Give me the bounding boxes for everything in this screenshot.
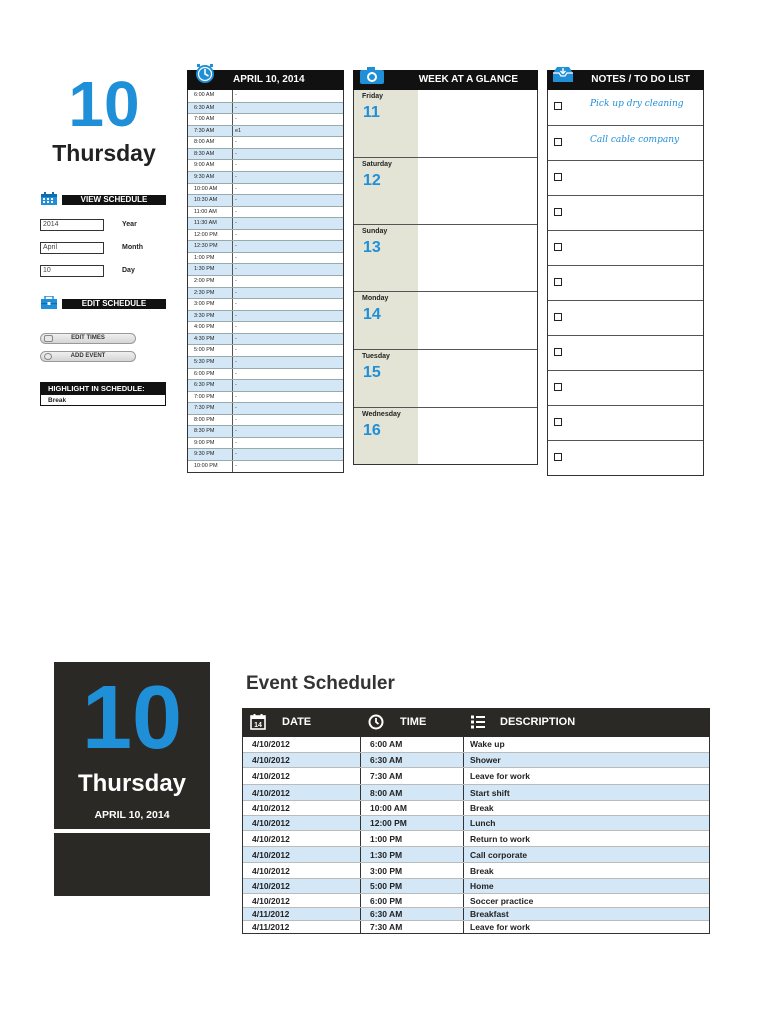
schedule-time: 2:30 PM (188, 288, 233, 299)
calendar-icon (250, 714, 266, 730)
week-day-row[interactable] (354, 407, 537, 464)
todo-item (548, 370, 703, 405)
date-column-header: DATE (282, 716, 312, 728)
todo-checkbox[interactable] (554, 243, 562, 251)
week-day-shade (354, 90, 418, 157)
schedule-row[interactable] (188, 229, 343, 241)
week-day-name: Sunday (362, 228, 388, 235)
daily-schedule-header (187, 70, 344, 90)
schedule-event[interactable]: - (235, 382, 237, 389)
view-schedule-header (40, 192, 166, 206)
notes-items (547, 90, 704, 476)
schedule-event[interactable]: - (235, 173, 237, 180)
schedule-event[interactable]: - (235, 335, 237, 342)
schedule-event[interactable]: - (235, 301, 237, 308)
list-icon (470, 714, 486, 730)
schedule-time: 9:30 PM (188, 449, 233, 460)
schedule-event[interactable]: - (235, 463, 237, 469)
event-row[interactable] (243, 815, 709, 830)
week-day-name: Wednesday (362, 411, 401, 418)
week-days (353, 90, 538, 465)
week-day-name: Saturday (362, 161, 392, 168)
schedule-event[interactable]: - (235, 312, 237, 319)
schedule-row[interactable] (188, 321, 343, 333)
notes-header (547, 70, 704, 90)
schedule-row[interactable] (188, 136, 343, 148)
date-card-footer (54, 833, 210, 896)
schedule-event[interactable]: - (235, 278, 237, 284)
week-day-row[interactable] (354, 349, 537, 407)
schedule-event[interactable]: - (235, 393, 237, 400)
event-rows (242, 737, 710, 934)
schedule-event[interactable]: - (235, 324, 237, 331)
todo-item (548, 440, 703, 475)
week-day-row[interactable] (354, 291, 537, 349)
week-header (353, 70, 538, 90)
todo-checkbox[interactable] (554, 102, 562, 110)
schedule-row[interactable] (188, 287, 343, 299)
todo-checkbox[interactable] (554, 138, 562, 146)
todo-item (548, 160, 703, 195)
week-day-name: Tuesday (362, 353, 390, 360)
schedule-event[interactable]: - (235, 289, 237, 296)
event-description: Lunch (470, 818, 496, 828)
schedule-event[interactable]: - (235, 358, 237, 365)
schedule-time: 6:00 AM (188, 90, 233, 102)
notes-todo-list (547, 70, 704, 476)
schedule-row[interactable] (188, 90, 343, 102)
date-card (54, 662, 210, 829)
schedule-event[interactable]: - (235, 150, 237, 157)
event-description: Return to work (470, 834, 530, 844)
schedule-row[interactable] (188, 402, 343, 414)
schedule-row[interactable] (188, 437, 343, 449)
schedule-event[interactable]: - (235, 416, 237, 423)
event-row[interactable] (243, 767, 709, 784)
event-row[interactable] (243, 920, 709, 933)
schedule-time: 8:30 PM (188, 426, 233, 437)
schedule-event[interactable]: - (235, 220, 237, 227)
add-event-label: ADD EVENT (70, 353, 106, 359)
event-description: Start shift (470, 788, 510, 798)
todo-item (548, 90, 703, 125)
camera-icon (359, 66, 385, 84)
week-day-row[interactable] (354, 90, 537, 157)
schedule-row[interactable] (188, 159, 343, 171)
month-field-row (40, 242, 166, 254)
week-day-number: 12 (363, 172, 381, 189)
event-date: 4/10/2012 (243, 879, 361, 893)
event-time: 10:00 AM (361, 801, 464, 815)
calendar-icon (40, 192, 58, 206)
schedule-row[interactable] (188, 391, 343, 403)
schedule-time: 6:00 PM (188, 369, 233, 380)
schedule-time: 7:00 PM (188, 392, 233, 403)
schedule-row[interactable] (188, 310, 343, 322)
schedule-row[interactable] (188, 298, 343, 310)
schedule-row[interactable] (188, 263, 343, 275)
card-day-number: 10 (81, 668, 183, 768)
week-day-name: Monday (362, 295, 389, 302)
edit-schedule-title: EDIT SCHEDULE (62, 299, 166, 309)
todo-checkbox[interactable] (554, 383, 562, 391)
event-row[interactable] (243, 846, 709, 862)
add-event-button[interactable] (40, 351, 136, 362)
schedule-time: 11:30 AM (188, 218, 233, 229)
card-date: APRIL 10, 2014 (94, 809, 170, 821)
schedule-time: 6:30 AM (188, 103, 233, 114)
schedule-row[interactable] (188, 379, 343, 391)
todo-checkbox[interactable] (554, 208, 562, 216)
event-date: 4/10/2012 (243, 831, 361, 846)
todo-text[interactable]: Call cable company (590, 135, 680, 145)
event-row[interactable] (243, 752, 709, 767)
schedule-time: 6:30 PM (188, 380, 233, 391)
week-day-number: 15 (363, 364, 381, 381)
schedule-time: 7:00 AM (188, 114, 233, 125)
schedule-time: 4:00 PM (188, 322, 233, 333)
year-field-row (40, 219, 166, 231)
schedule-time: 5:00 PM (188, 345, 233, 356)
todo-item (548, 405, 703, 440)
schedule-row[interactable] (188, 194, 343, 206)
schedule-event[interactable]: - (235, 162, 237, 169)
schedule-time: 10:00 AM (188, 184, 233, 195)
daily-schedule (187, 70, 344, 473)
inbox-icon (552, 65, 574, 83)
event-time: 6:00 PM (361, 894, 464, 907)
schedule-event[interactable]: - (235, 428, 237, 435)
event-time: 6:30 AM (361, 753, 464, 767)
schedule-row[interactable] (188, 368, 343, 380)
schedule-row[interactable] (188, 102, 343, 114)
schedule-time: 2:00 PM (188, 276, 233, 287)
schedule-row[interactable] (188, 206, 343, 218)
clock-icon (44, 353, 52, 360)
event-time: 6:30 AM (361, 908, 464, 920)
schedule-event[interactable]: - (235, 405, 237, 412)
week-day-name: Friday (362, 93, 384, 100)
schedule-row[interactable] (188, 113, 343, 125)
schedule-event[interactable]: e1 (235, 127, 242, 134)
week-title: WEEK AT A GLANCE (418, 74, 518, 85)
week-day-number: 16 (363, 422, 381, 439)
month-label: Month (122, 244, 143, 251)
event-time: 6:00 AM (361, 737, 464, 752)
schedule-time: 7:30 PM (188, 403, 233, 414)
todo-checkbox[interactable] (554, 348, 562, 356)
time-column-header: TIME (400, 716, 427, 728)
todo-checkbox[interactable] (554, 418, 562, 426)
schedule-event[interactable]: - (235, 92, 237, 98)
schedule-event[interactable]: - (235, 231, 237, 238)
schedule-row[interactable] (188, 425, 343, 437)
calendar-icon-day: 14 (254, 722, 262, 729)
todo-item (548, 300, 703, 335)
event-date: 4/10/2012 (243, 816, 361, 830)
toolbox-icon (40, 296, 58, 310)
schedule-time: 4:30 PM (188, 334, 233, 345)
month-input[interactable]: April (40, 242, 104, 254)
schedule-time: 1:00 PM (188, 253, 233, 264)
todo-checkbox[interactable] (554, 278, 562, 286)
event-description: Call corporate (470, 850, 528, 860)
event-scheduler-title: Event Scheduler (246, 673, 395, 694)
schedule-time: 10:30 AM (188, 195, 233, 206)
schedule-row[interactable] (188, 148, 343, 160)
schedule-row[interactable] (188, 344, 343, 356)
schedule-event[interactable]: - (235, 208, 237, 215)
event-date: 4/10/2012 (243, 737, 361, 752)
day-input[interactable]: 10 (40, 265, 104, 277)
todo-item (548, 125, 703, 160)
event-row[interactable] (243, 784, 709, 800)
day-label: Day (122, 267, 135, 274)
big-day-number: 10 (68, 68, 140, 140)
schedule-row[interactable] (188, 333, 343, 345)
todo-item (548, 335, 703, 370)
daily-schedule-rows (187, 90, 344, 473)
todo-checkbox[interactable] (554, 313, 562, 321)
schedule-row[interactable] (188, 448, 343, 460)
event-row[interactable] (243, 737, 709, 752)
big-day-name: Thursday (52, 140, 156, 166)
schedule-time: 7:30 AM (188, 126, 233, 137)
event-row[interactable] (243, 878, 709, 893)
highlight-value[interactable]: Break (48, 397, 67, 404)
schedule-time: 1:30 PM (188, 264, 233, 275)
card-day-name: Thursday (77, 770, 187, 797)
schedule-event[interactable]: - (235, 197, 237, 204)
schedule-time: 8:00 PM (188, 415, 233, 426)
schedule-event[interactable]: - (235, 439, 237, 446)
event-description: Home (470, 881, 494, 891)
edit-times-button[interactable] (40, 333, 136, 344)
schedule-time: 12:00 PM (188, 230, 233, 241)
event-date: 4/10/2012 (243, 894, 361, 907)
event-table (242, 708, 710, 934)
schedule-event[interactable]: - (235, 185, 237, 192)
event-date: 4/10/2012 (243, 801, 361, 815)
event-date: 4/10/2012 (243, 753, 361, 767)
event-date: 4/11/2012 (243, 921, 361, 933)
view-schedule-title: VIEW SCHEDULE (62, 195, 166, 205)
clock-icon (195, 64, 215, 84)
event-time: 7:30 AM (361, 921, 464, 933)
schedule-event[interactable]: - (235, 370, 237, 377)
week-day-number: 11 (363, 104, 380, 121)
daily-schedule-title: APRIL 10, 2014 (233, 74, 305, 85)
schedule-event[interactable]: - (235, 243, 237, 250)
notes-title: NOTES / TO DO LIST (591, 74, 690, 85)
event-time: 1:30 PM (361, 847, 464, 862)
highlight-box (40, 382, 166, 406)
day-field-row (40, 265, 166, 277)
todo-checkbox[interactable] (554, 173, 562, 181)
schedule-time: 10:00 PM (188, 461, 233, 472)
schedule-time: 8:30 AM (188, 149, 233, 160)
schedule-event[interactable]: - (235, 104, 237, 111)
schedule-row[interactable] (188, 240, 343, 252)
edit-times-label: EDIT TIMES (71, 335, 105, 341)
schedule-event[interactable]: - (235, 266, 237, 273)
schedule-row[interactable] (188, 125, 343, 137)
event-description: Soccer practice (470, 896, 534, 906)
event-description: Leave for work (470, 922, 530, 932)
highlight-title: HIGHLIGHT IN SCHEDULE: (41, 383, 165, 395)
week-day-row[interactable] (354, 157, 537, 224)
schedule-event[interactable]: - (235, 254, 237, 261)
event-row[interactable] (243, 800, 709, 815)
week-day-row[interactable] (354, 224, 537, 291)
event-time: 7:30 AM (361, 768, 464, 784)
todo-item (548, 195, 703, 230)
week-day-number: 13 (363, 239, 381, 256)
list-icon (44, 335, 53, 342)
event-row[interactable] (243, 830, 709, 846)
event-row[interactable] (243, 893, 709, 907)
schedule-row[interactable] (188, 356, 343, 368)
event-description: Break (470, 803, 494, 813)
event-row[interactable] (243, 907, 709, 920)
event-description: Leave for work (470, 771, 530, 781)
description-column-header: DESCRIPTION (500, 716, 576, 728)
schedule-time: 3:00 PM (188, 299, 233, 310)
schedule-time: 11:00 AM (188, 207, 233, 218)
event-table-header (242, 708, 710, 737)
event-time: 5:00 PM (361, 879, 464, 893)
schedule-time: 5:30 PM (188, 357, 233, 368)
todo-text[interactable]: Pick up dry cleaning (590, 99, 684, 109)
todo-checkbox[interactable] (554, 453, 562, 461)
schedule-row[interactable] (188, 217, 343, 229)
event-date: 4/10/2012 (243, 863, 361, 878)
schedule-event[interactable]: - (235, 347, 237, 354)
schedule-row[interactable] (188, 171, 343, 183)
todo-item (548, 265, 703, 300)
schedule-time: 9:30 AM (188, 172, 233, 183)
event-description: Break (470, 866, 494, 876)
schedule-time: 9:00 PM (188, 438, 233, 449)
event-description: Wake up (470, 739, 505, 749)
event-time: 3:00 PM (361, 863, 464, 878)
event-date: 4/10/2012 (243, 785, 361, 800)
schedule-row[interactable] (188, 414, 343, 426)
event-description: Breakfast (470, 909, 509, 919)
schedule-event[interactable]: - (235, 451, 237, 458)
schedule-time: 12:30 PM (188, 241, 233, 252)
week-day-number: 14 (363, 306, 381, 323)
schedule-event[interactable]: - (235, 116, 237, 123)
event-time: 1:00 PM (361, 831, 464, 846)
year-input[interactable]: 2014 (40, 219, 104, 231)
week-at-a-glance (353, 70, 538, 465)
schedule-row[interactable] (188, 275, 343, 287)
todo-item (548, 230, 703, 265)
event-time: 8:00 AM (361, 785, 464, 800)
event-row[interactable] (243, 862, 709, 878)
edit-schedule-header (40, 296, 166, 310)
event-date: 4/10/2012 (243, 768, 361, 784)
year-label: Year (122, 221, 137, 228)
schedule-time: 3:30 PM (188, 311, 233, 322)
schedule-event[interactable]: - (235, 139, 237, 146)
clock-icon (368, 714, 384, 730)
event-date: 4/11/2012 (243, 908, 361, 920)
event-description: Shower (470, 755, 501, 765)
schedule-row[interactable] (188, 252, 343, 264)
schedule-row[interactable] (188, 183, 343, 195)
schedule-time: 8:00 AM (188, 137, 233, 148)
event-time: 12:00 PM (361, 816, 464, 830)
schedule-row[interactable] (188, 460, 343, 472)
event-date: 4/10/2012 (243, 847, 361, 862)
schedule-time: 9:00 AM (188, 160, 233, 171)
